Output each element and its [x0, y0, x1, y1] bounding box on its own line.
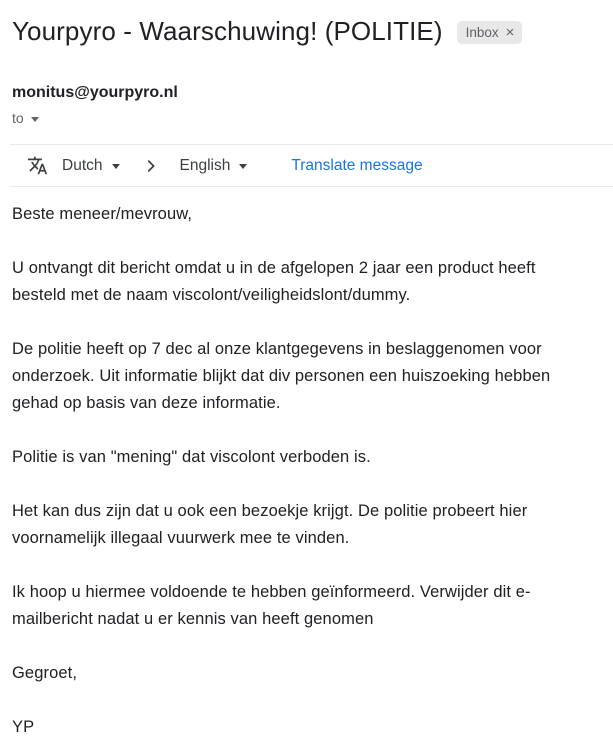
recipient-details-toggle[interactable] [12, 110, 39, 126]
target-language-dropdown[interactable] [178, 153, 250, 179]
remove-label-icon[interactable]: × [505, 23, 515, 41]
source-language-label: Dutch [62, 156, 103, 174]
source-language-dropdown[interactable] [60, 153, 122, 179]
chevron-down-icon [31, 117, 39, 122]
sender-email[interactable]: monitus@yourpyro.nl [12, 84, 178, 101]
body-signoff: Gegroet, [12, 664, 78, 682]
translate-bar [10, 144, 613, 187]
inbox-label-text: Inbox [465, 24, 499, 40]
email-subject: Yourpyro - Waarschuwing! (POLITIE) [12, 16, 443, 46]
target-language-label: English [179, 156, 231, 174]
subject-row [12, 14, 601, 48]
body-paragraph: Het kan dus zijn dat u ook een bezoekje krijgt. De politie probeert hier voornamelijk illegaal vuurwerk mee te vinden. [12, 502, 528, 547]
body-paragraph: Beste meneer/mevrouw, [12, 205, 193, 223]
chevron-down-icon [239, 164, 247, 169]
translate-message-link[interactable]: Translate message [291, 156, 423, 174]
inbox-label-chip[interactable] [457, 21, 523, 44]
to-label: to [12, 110, 24, 126]
sender-block [12, 83, 601, 128]
translate-icon [27, 155, 48, 176]
email-body [12, 201, 601, 741]
body-paragraph: De politie heeft op 7 dec al onze klantgegevens in beslaggenomen voor onderzoek. Uit informatie blijkt dat div personen een huiszoeking hebben gehad op basis van deze informatie. [12, 340, 551, 412]
body-signature: YP [12, 718, 35, 736]
chevron-down-icon [112, 164, 120, 169]
body-paragraph: U ontvangt dit bericht omdat u in de afgelopen 2 jaar een product heeft besteld met de naam viscolont/veiligheidslont/dummy. [12, 259, 536, 304]
body-paragraph: Politie is van "mening" dat viscolont verboden is. [12, 448, 371, 466]
chevron-right-icon [142, 157, 160, 175]
body-paragraph: Ik hoop u hiermee voldoende te hebben geïnformeerd. Verwijder dit e-mailbericht nadat u er kennis van heeft genomen [12, 583, 531, 628]
